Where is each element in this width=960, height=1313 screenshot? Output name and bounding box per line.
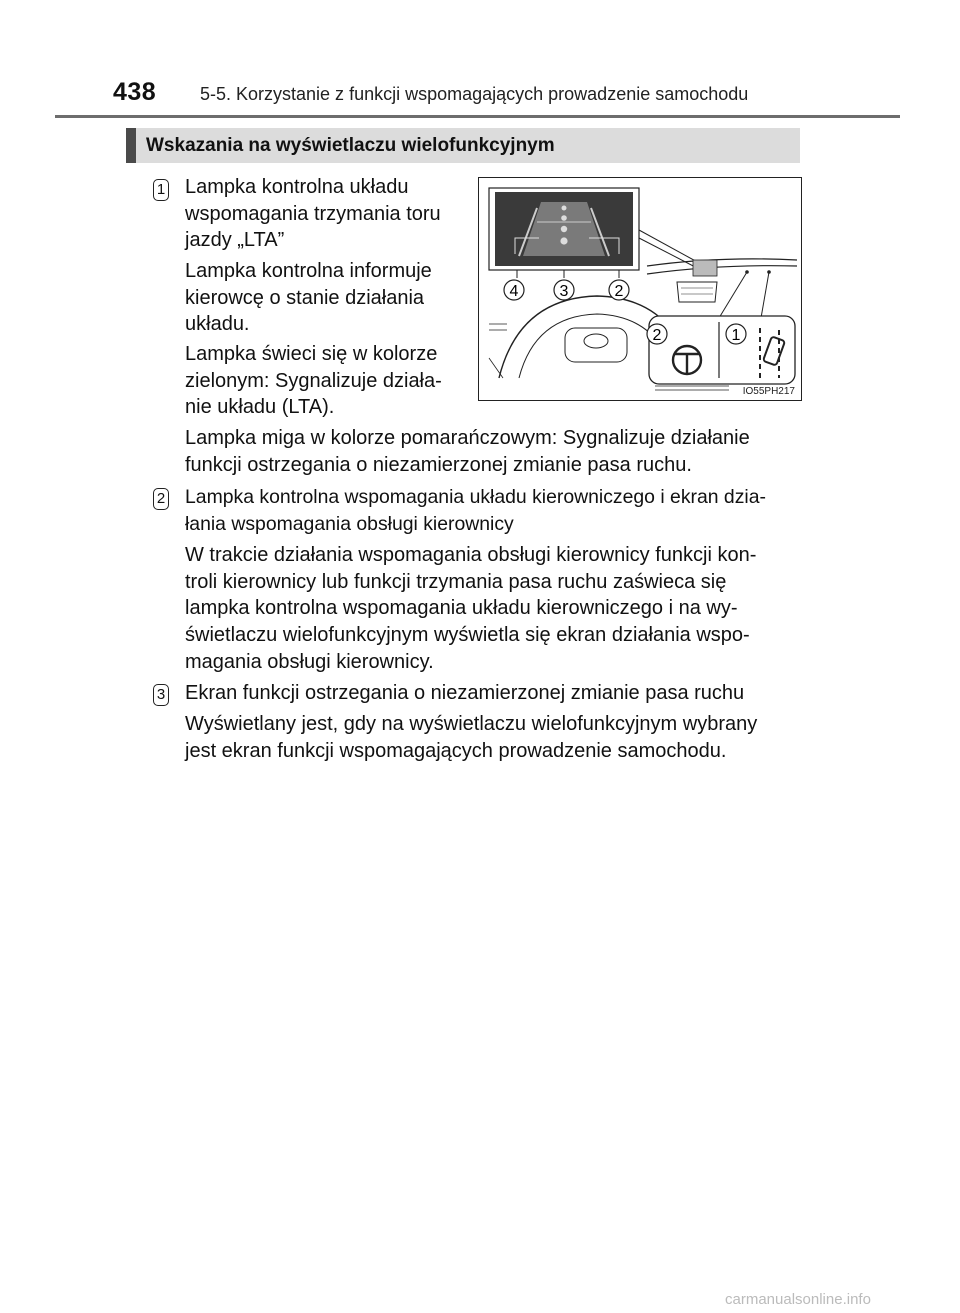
dashboard-drawing [479, 178, 801, 400]
item-1-body-line: Lampka miga w kolorze pomarańczowym: Sygnalizuje działanie [185, 427, 750, 449]
item-2-body-line: lampka kontrolna wspomagania układu kierowniczego i na wy- [185, 597, 738, 620]
section-header-accent [126, 128, 136, 163]
section-header [126, 128, 800, 163]
item-2-body-line: W trakcie działania wspomagania obsługi kierownicy funkcji kon- [185, 544, 757, 566]
item-2-title-line: Lampka kontrolna wspomagania układu kierowniczego i ekran dzia- [185, 486, 766, 508]
item-1-body-line: Lampka świeci się w kolorze [185, 343, 438, 365]
page-number: 438 [113, 78, 157, 106]
item-2-body-line: magania obsługi kierownicy. [185, 650, 434, 673]
callout-label: 3 [559, 283, 569, 300]
item-number-badge: 1 [153, 179, 169, 201]
item-3-body-line: Wyświetlany jest, gdy na wyświetlaczu wielofunkcyjnym wybrany [185, 713, 758, 735]
item-1-body-line: nie układu (LTA). [185, 396, 335, 419]
header-divider [55, 115, 900, 118]
item-number-badge: 2 [153, 488, 169, 510]
item-3-body-line: jest ekran funkcji wspomagających prowadzenie samochodu. [185, 739, 727, 762]
figure-id: IO55PH217 [742, 386, 795, 397]
item-2-title-line: łania wspomagania obsługi kierownicy [185, 512, 514, 535]
callout-label: 2 [652, 327, 662, 344]
running-header: 5-5. Korzystanie z funkcji wspomagających prowadzenie samochodu [200, 84, 749, 104]
item-1-title-line-3: jazdy „LTA” [185, 229, 285, 252]
section-title: Wskazania na wyświetlaczu wielofunkcyjnym [146, 135, 555, 156]
item-2-body-line: świetlaczu wielofunkcyjnym wyświetla się ekran działania wspo- [185, 624, 750, 647]
watermark: carmanualsonline.info [725, 1291, 871, 1308]
callout-label: 2 [614, 283, 624, 300]
item-number-badge: 3 [153, 684, 169, 706]
item-1-body-line: zielonym: Sygnalizuje działa- [185, 369, 442, 392]
item-1-title-line-2: wspomagania trzymania toru [185, 202, 441, 225]
item-1-body-line: układu. [185, 313, 250, 336]
callout-label: 4 [509, 283, 519, 300]
item-1-body-line: funkcji ostrzegania o niezamierzonej zmianie pasa ruchu. [185, 453, 692, 476]
item-2-body-line: troli kierownicy lub funkcji trzymania pasa ruchu zaświeca się [185, 570, 727, 593]
item-3-title-line: Ekran funkcji ostrzegania o niezamierzonej zmianie pasa ruchu [185, 682, 745, 704]
item-1-body-line: Lampka kontrolna informuje [185, 260, 432, 282]
dashboard-illustration [478, 177, 802, 401]
item-1-body-line: kierowcę o stanie działania [185, 286, 425, 309]
callout-label: 1 [731, 327, 741, 344]
item-1-title-line-1: Lampka kontrolna układu [185, 176, 409, 198]
